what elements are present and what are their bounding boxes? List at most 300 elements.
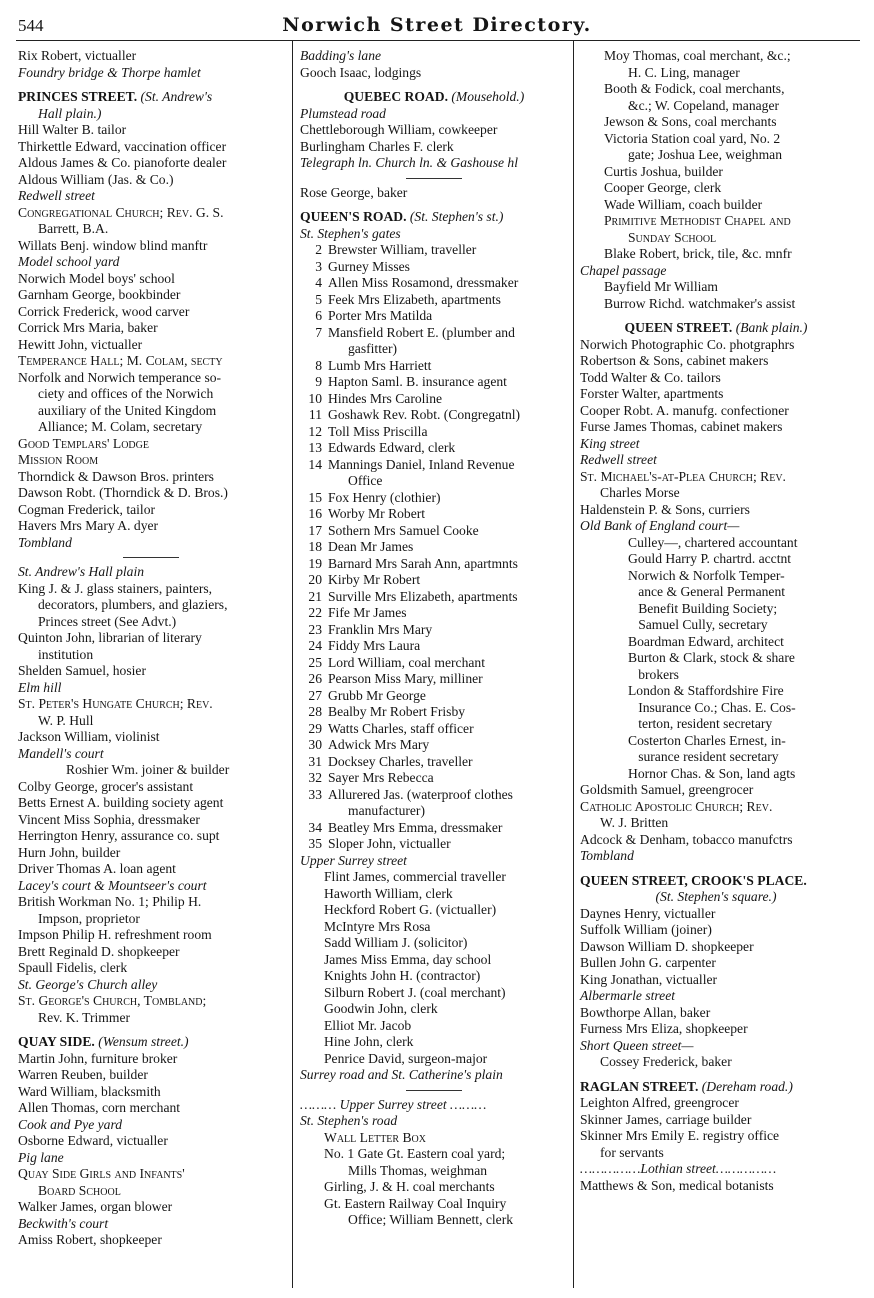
street-subheading: Elm hill — [18, 679, 62, 695]
numbered-entry — [300, 506, 568, 523]
entry-text: Sayer Mrs Rebecca — [328, 770, 434, 785]
directory-entry: Goldsmith Samuel, greengrocer — [580, 782, 754, 797]
section-heading-location: (Dereham road.) — [701, 1078, 793, 1094]
house-number: 21 — [308, 588, 322, 604]
directory-entry: St. Michael's-at-Plea Church; Rev. — [580, 468, 786, 484]
entry-text: Feek Mrs Elizabeth, apartments — [328, 291, 501, 307]
directory-entry: Willats Benj. window blind manftr — [18, 237, 208, 253]
street-subheading: Mandell's court — [18, 745, 104, 761]
street-subheading: Redwell street — [18, 188, 95, 203]
house-number: 31 — [308, 753, 322, 769]
directory-entry: St. George's Church, Tombland; — [18, 993, 207, 1008]
numbered-entry — [300, 490, 568, 507]
street-subheading: St. George's Church alley — [18, 976, 158, 992]
directory-entry: Impson Philip H. refreshment room — [18, 927, 212, 942]
house-number: 17 — [308, 522, 322, 538]
section-rule — [406, 1090, 462, 1091]
directory-entry: Spaull Fidelis, clerk — [18, 960, 128, 975]
directory-entry: Quay Side Girls and Infants' — [18, 1166, 185, 1181]
section-heading-title: QUEBEC ROAD. — [343, 89, 448, 104]
section-location: (St. Stephen's square.) — [655, 889, 777, 904]
directory-entry: Walker James, organ blower — [18, 1199, 173, 1214]
house-number: 8 — [315, 357, 322, 373]
directory-entry: Thorndick & Dawson Bros. printers — [18, 468, 214, 484]
entry-text: Barnard Mrs Sarah Ann, apartmnts — [328, 555, 518, 571]
numbered-entry — [300, 704, 568, 721]
entry-continuation: for servants — [600, 1144, 664, 1160]
house-number: 20 — [308, 572, 322, 587]
section-heading-location: (St. Stephen's st.) — [409, 209, 504, 224]
directory-entry: Girling, J. & H. coal merchants — [324, 1179, 495, 1194]
entry-text: Bealby Mr Robert Frisby — [328, 704, 466, 719]
entry-text: Hapton Saml. B. insurance agent — [328, 374, 507, 389]
directory-entry: Good Templars' Lodge — [18, 435, 149, 451]
directory-entry: Shelden Samuel, hosier — [18, 663, 146, 678]
directory-entry: Hewitt John, victualler — [18, 336, 143, 352]
section-rule — [123, 557, 179, 558]
entry-continuation: Costerton Charles Ernest, in- — [628, 732, 786, 748]
entry-continuation: &c.; W. Copeland, manager — [628, 97, 780, 113]
section-heading — [18, 89, 284, 106]
entry-continuation: Princes street (See Advt.) — [38, 613, 177, 629]
directory-entry: Forster Walter, apartments — [580, 386, 724, 401]
numbered-entry — [300, 820, 568, 837]
directory-entry: Bowthorpe Allan, baker — [580, 1004, 711, 1020]
entry-text: Mannings Daniel, Inland Revenue — [328, 456, 515, 472]
numbered-entry — [300, 622, 568, 639]
directory-entry: Hill Walter B. tailor — [18, 122, 127, 137]
street-subheading: Telegraph ln. Church ln. & Gashouse hl — [300, 155, 519, 170]
house-number: 28 — [308, 704, 322, 719]
directory-entry: Hine John, clerk — [324, 1034, 414, 1049]
entry-text: Gurney Misses — [328, 258, 410, 274]
numbered-entry — [300, 275, 568, 292]
section-heading — [580, 1079, 852, 1096]
numbered-entry — [300, 457, 568, 474]
house-number: 23 — [308, 621, 322, 637]
street-subheading: Badding's lane — [300, 48, 382, 63]
section-heading — [580, 320, 852, 337]
numbered-entry — [300, 391, 568, 408]
house-number: 10 — [308, 390, 322, 406]
entry-continuation: decorators, plumbers, and glaziers, — [38, 597, 228, 612]
entry-continuation: Samuel Cully, secretary — [628, 617, 768, 632]
street-subheading: Lacey's court & Mountseer's court — [18, 877, 207, 893]
numbered-entry — [300, 440, 568, 457]
numbered-entry — [300, 605, 568, 622]
house-number: 11 — [308, 407, 322, 422]
entry-continuation: Gould Harry P. chartrd. acctnt — [628, 551, 792, 566]
section-heading-title: RAGLAN STREET. — [580, 1078, 699, 1094]
directory-entry: Haworth William, clerk — [324, 885, 453, 901]
directory-entry: James Miss Emma, day school — [324, 951, 492, 967]
section-rule — [406, 178, 462, 179]
section-heading-location: (Wensum street.) — [98, 1034, 189, 1049]
directory-entry: Furness Mrs Eliza, shopkeeper — [580, 1021, 748, 1036]
entry-continuation: London & Staffordshire Fire — [628, 683, 784, 698]
entry-text: Pearson Miss Mary, milliner — [328, 671, 483, 686]
entry-text: Goshawk Rev. Robt. (Congregatnl) — [328, 407, 521, 422]
house-number: 5 — [315, 291, 322, 307]
entry-text: Toll Miss Priscilla — [328, 423, 428, 439]
directory-entry: Sadd William J. (solicitor) — [324, 935, 468, 950]
entry-text: Sothern Mrs Samuel Cooke — [328, 522, 479, 538]
street-subheading: Tombland — [580, 848, 634, 863]
entry-continuation: Board School — [38, 1182, 121, 1198]
street-subheading: ……………Lothian street…………… — [580, 1161, 777, 1176]
directory-entry: Adcock & Denham, tobacco manufctrs — [580, 831, 793, 847]
entry-text: Sloper John, victualler — [328, 836, 451, 851]
entry-text: Allurered Jas. (waterproof clothes — [328, 786, 513, 802]
entry-continuation: Roshier Wm. joiner & builder — [66, 762, 230, 777]
street-subheading: Upper Surrey street — [300, 852, 407, 868]
directory-entry: Heckford Robert G. (victualler) — [324, 902, 497, 917]
entry-text: Fife Mr James — [328, 605, 407, 620]
directory-entry: St. Peter's Hungate Church; Rev. — [18, 696, 213, 711]
page-header — [0, 0, 874, 40]
house-number: 35 — [308, 836, 322, 851]
street-subheading: St. Stephen's road — [300, 1113, 398, 1128]
entry-continuation: manufacturer) — [348, 803, 425, 818]
directory-entry: Gooch Isaac, lodgings — [300, 64, 422, 80]
directory-entry: Warren Reuben, builder — [18, 1067, 148, 1082]
directory-entry: Betts Ernest A. building society agent — [18, 795, 224, 810]
directory-entry: Amiss Robert, shopkeeper — [18, 1232, 162, 1247]
house-number: 34 — [308, 819, 322, 835]
entry-continuation: H. C. Ling, manager — [628, 64, 740, 80]
numbered-entry — [300, 572, 568, 589]
entry-continuation: Burton & Clark, stock & share — [628, 650, 795, 665]
house-number: 32 — [308, 770, 322, 785]
numbered-entry — [300, 358, 568, 375]
directory-entry: Robertson & Sons, cabinet makers — [580, 353, 769, 368]
directory-entry: Congregational Church; Rev. G. S. — [18, 204, 224, 220]
directory-entry: Moy Thomas, coal merchant, &c.; — [604, 48, 791, 63]
directory-entry: Corrick Frederick, wood carver — [18, 303, 190, 319]
section-heading-location: (Mousehold.) — [451, 89, 525, 104]
directory-entry: Hurn John, builder — [18, 844, 121, 860]
entry-text: Brewster William, traveller — [328, 242, 477, 257]
directory-entry: Jackson William, violinist — [18, 729, 160, 744]
directory-entry: Victoria Station coal yard, No. 2 — [604, 130, 781, 146]
house-number: 4 — [315, 275, 322, 290]
directory-entry: Jewson & Sons, coal merchants — [604, 114, 777, 129]
column-divider — [573, 40, 574, 1288]
entry-continuation: auxiliary of the United Kingdom — [38, 402, 217, 418]
street-subheading: ……… Upper Surrey street ……… — [300, 1096, 487, 1112]
street-subheading: Plumstead road — [300, 105, 386, 121]
street-subheading: Old Bank of England court— — [580, 518, 740, 533]
numbered-entry — [300, 325, 568, 342]
street-subheading: King street — [580, 435, 640, 451]
directory-entry: Rose George, baker — [300, 184, 408, 200]
directory-entry: No. 1 Gate Gt. Eastern coal yard; — [324, 1146, 506, 1161]
directory-entry: McIntyre Mrs Rosa — [324, 918, 431, 934]
directory-entry: Aldous William (Jas. & Co.) — [18, 171, 174, 187]
directory-entry: British Workman No. 1; Philip H. — [18, 894, 202, 909]
numbered-entry — [300, 721, 568, 738]
street-subheading: Model school yard — [18, 254, 120, 269]
street-subheading: Tombland — [18, 534, 72, 550]
section-heading — [580, 873, 852, 890]
numbered-entry — [300, 638, 568, 655]
entry-continuation: terton, resident secretary — [628, 716, 773, 731]
section-heading-title: QUEEN STREET, CROOK'S PLACE. — [580, 872, 807, 888]
house-number: 33 — [308, 786, 322, 802]
page-number: 544 — [18, 16, 44, 35]
section-heading-title: PRINCES STREET. — [18, 89, 138, 104]
directory-entry: Vincent Miss Sophia, dressmaker — [18, 811, 200, 827]
house-number: 15 — [308, 489, 322, 505]
street-subheading: Beckwith's court — [18, 1215, 109, 1231]
directory-entry: Suffolk William (joiner) — [580, 922, 712, 937]
numbered-entry — [300, 754, 568, 771]
directory-entry: Daynes Henry, victualler — [580, 905, 716, 921]
entry-text: Lord William, coal merchant — [328, 654, 485, 670]
directory-entry: Cogman Frederick, tailor — [18, 501, 156, 517]
directory-entry: Goodwin John, clerk — [324, 1001, 438, 1016]
street-subheading: Cook and Pye yard — [18, 1116, 123, 1132]
numbered-entry — [300, 374, 568, 391]
entry-text: Surville Mrs Elizabeth, apartments — [328, 588, 518, 604]
directory-entry: Wade William, coach builder — [604, 196, 763, 212]
entry-continuation: brokers — [628, 666, 679, 682]
house-number: 6 — [315, 308, 322, 323]
entry-continuation: ance & General Permanent — [628, 584, 786, 599]
house-number: 26 — [308, 671, 322, 686]
directory-entry: Leighton Alfred, greengrocer — [580, 1095, 739, 1110]
directory-entry: Bullen John G. carpenter — [580, 955, 716, 970]
directory-entry: Mission Room — [18, 452, 99, 467]
directory-entry: Silburn Robert J. (coal merchant) — [324, 984, 506, 1000]
section-heading-title: QUAY SIDE. — [18, 1034, 95, 1049]
numbered-entry — [300, 259, 568, 276]
directory-entry: Brett Reginald D. shopkeeper — [18, 943, 180, 959]
numbered-entry — [300, 589, 568, 606]
entry-text: Lumb Mrs Harriett — [328, 357, 432, 373]
entry-text: Kirby Mr Robert — [328, 572, 421, 587]
directory-entry: Colby George, grocer's assistant — [18, 778, 194, 794]
entry-continuation: Benefit Building Society; — [628, 600, 778, 616]
directory-entry: Dawson Robt. (Thorndick & D. Bros.) — [18, 485, 228, 500]
directory-entry: Burlingham Charles F. clerk — [300, 138, 454, 154]
directory-entry: Temperance Hall; M. Colam, secty — [18, 353, 223, 368]
directory-entry: Herrington Henry, assurance co. supt — [18, 828, 220, 843]
entry-text: Franklin Mrs Mary — [328, 621, 433, 637]
directory-entry: Skinner Mrs Emily E. registry office — [580, 1128, 780, 1143]
section-heading — [300, 89, 568, 106]
entry-text: Grubb Mr George — [328, 687, 426, 703]
house-number: 30 — [308, 737, 322, 752]
street-subheading: Pig lane — [18, 1149, 64, 1165]
directory-column-2 — [300, 48, 568, 1229]
section-heading-title: QUEEN'S ROAD. — [300, 209, 407, 224]
entry-text: Mansfield Robert E. (plumber and — [328, 324, 515, 340]
house-number: 25 — [308, 654, 322, 670]
numbered-entry — [300, 539, 568, 556]
street-subheading: St. Andrew's Hall plain — [18, 564, 145, 579]
entry-continuation: Norwich & Norfolk Temper- — [628, 567, 785, 583]
header-rule — [16, 40, 860, 41]
house-number: 18 — [308, 539, 322, 554]
entry-continuation: Barrett, B.A. — [38, 221, 109, 236]
numbered-entry — [300, 655, 568, 672]
entry-continuation: Office; William Bennett, clerk — [348, 1212, 514, 1227]
directory-entry: Cooper George, clerk — [604, 180, 722, 195]
street-subheading: Surrey road and St. Catherine's plain — [300, 1067, 503, 1082]
directory-entry: Havers Mrs Mary A. dyer — [18, 518, 159, 533]
directory-column-1 — [18, 48, 284, 1249]
directory-entry: Elliot Mr. Jacob — [324, 1017, 412, 1033]
directory-entry: Osborne Edward, victualler — [18, 1133, 168, 1148]
numbered-entry — [300, 836, 568, 853]
numbered-entry — [300, 308, 568, 325]
house-number: 9 — [315, 374, 322, 389]
directory-entry: Martin John, furniture broker — [18, 1050, 178, 1066]
entry-text: Allen Miss Rosamond, dressmaker — [328, 275, 519, 290]
directory-entry: Curtis Joshua, builder — [604, 163, 723, 179]
numbered-entry — [300, 688, 568, 705]
entry-continuation: Culley—, chartered accountant — [628, 534, 798, 550]
section-heading-location: (Bank plain.) — [735, 320, 808, 335]
house-number: 13 — [308, 440, 322, 455]
entry-continuation: Mills Thomas, weighman — [348, 1162, 488, 1178]
house-number: 24 — [308, 638, 322, 653]
numbered-entry — [300, 787, 568, 804]
entry-text: Docksey Charles, traveller — [328, 753, 473, 769]
directory-entry: Skinner James, carriage builder — [580, 1111, 752, 1127]
directory-entry: Flint James, commercial traveller — [324, 869, 506, 884]
entry-continuation: surance resident secretary — [628, 749, 779, 764]
house-number: 7 — [315, 324, 322, 340]
directory-entry: Quinton John, librarian of literary — [18, 630, 202, 645]
numbered-entry — [300, 737, 568, 754]
house-number: 22 — [308, 605, 322, 620]
entry-continuation: Insurance Co.; Chas. E. Cos- — [628, 699, 796, 715]
entry-continuation: W. P. Hull — [38, 712, 94, 728]
entry-continuation: Charles Morse — [600, 485, 680, 500]
directory-entry: Garnham George, bookbinder — [18, 287, 181, 302]
numbered-entry — [300, 407, 568, 424]
entry-continuation: Rev. K. Trimmer — [38, 1009, 131, 1025]
entry-text: Porter Mrs Matilda — [328, 308, 433, 323]
section-heading-title: QUEEN STREET. — [624, 320, 733, 335]
directory-entry: Driver Thomas A. loan agent — [18, 861, 176, 876]
directory-entry: Chettleborough William, cowkeeper — [300, 122, 498, 137]
directory-entry: Haldenstein P. & Sons, curriers — [580, 501, 750, 517]
column-divider — [292, 40, 293, 1288]
section-heading — [300, 209, 568, 226]
directory-entry: Catholic Apostolic Church; Rev. — [580, 798, 773, 814]
directory-entry: Furse James Thomas, cabinet makers — [580, 419, 783, 434]
directory-entry: Knights John H. (contractor) — [324, 968, 481, 983]
entry-continuation: ciety and offices of the Norwich — [38, 386, 214, 401]
numbered-entry — [300, 770, 568, 787]
directory-entry: Norfolk and Norwich temperance so- — [18, 369, 222, 385]
entry-text: Dean Mr James — [328, 539, 414, 554]
entry-continuation: gate; Joshua Lee, weighman — [628, 147, 783, 162]
house-number: 2 — [315, 242, 322, 257]
directory-entry: Dawson William D. shopkeeper — [580, 938, 754, 954]
entry-continuation: institution — [38, 646, 94, 662]
house-number: 14 — [308, 456, 322, 472]
directory-entry: Allen Thomas, corn merchant — [18, 1100, 181, 1115]
street-subheading: Albermarle street — [580, 988, 676, 1003]
house-number: 29 — [308, 720, 322, 736]
directory-entry: Blake Robert, brick, tile, &c. mnfr — [604, 246, 792, 261]
entry-continuation: Cossey Frederick, baker — [600, 1054, 732, 1069]
entry-continuation: Boardman Edward, architect — [628, 633, 784, 649]
numbered-entry — [300, 292, 568, 309]
entry-continuation: Impson, proprietor — [38, 910, 140, 926]
directory-entry: Bayfield Mr William — [604, 279, 718, 294]
entry-text: Beatley Mrs Emma, dressmaker — [328, 819, 503, 835]
numbered-entry — [300, 242, 568, 259]
directory-entry: Cooper Robt. A. manufg. confectioner — [580, 402, 789, 418]
numbered-entry — [300, 523, 568, 540]
directory-entry: Matthews & Son, medical botanists — [580, 1177, 774, 1193]
directory-entry: Gt. Eastern Railway Coal Inquiry — [324, 1195, 507, 1211]
street-subheading: Short Queen street— — [580, 1037, 694, 1053]
street-subheading: Redwell street — [580, 452, 657, 467]
house-number: 3 — [315, 258, 322, 274]
entry-text: Fox Henry (clothier) — [328, 489, 441, 505]
entry-continuation: Hornor Chas. & Son, land agts — [628, 765, 796, 781]
house-number: 19 — [308, 555, 322, 571]
entry-continuation: Office — [348, 473, 383, 488]
numbered-entry — [300, 424, 568, 441]
entry-text: Watts Charles, staff officer — [328, 720, 474, 736]
directory-entry: Penrice David, surgeon-major — [324, 1050, 488, 1066]
entry-continuation: Hall plain.) — [38, 105, 102, 121]
directory-entry: Todd Walter & Co. tailors — [580, 369, 721, 385]
entry-text: Hindes Mrs Caroline — [328, 390, 443, 406]
directory-entry: Burrow Richd. watchmaker's assist — [604, 295, 796, 311]
entry-continuation: gasfitter) — [348, 341, 398, 356]
entry-text: Adwick Mrs Mary — [328, 737, 430, 752]
directory-entry: Booth & Fodick, coal merchants, — [604, 81, 785, 96]
directory-entry: King Jonathan, victualler — [580, 971, 718, 987]
directory-entry: Norwich Model boys' school — [18, 270, 175, 286]
house-number: 12 — [308, 423, 322, 439]
numbered-entry — [300, 671, 568, 688]
entry-continuation: Alliance; M. Colam, secretary — [38, 419, 203, 434]
entry-continuation: W. J. Britten — [600, 815, 669, 830]
directory-entry: Primitive Methodist Chapel and — [604, 213, 791, 228]
entry-text: Worby Mr Robert — [328, 506, 426, 521]
entry-text: Fiddy Mrs Laura — [328, 638, 421, 653]
directory-entry: Rix Robert, victualler — [18, 48, 137, 63]
directory-entry: King J. & J. glass stainers, painters, — [18, 580, 213, 596]
numbered-entry — [300, 556, 568, 573]
directory-entry: Corrick Mrs Maria, baker — [18, 320, 158, 335]
house-number: 16 — [308, 506, 322, 521]
directory-title: Norwich Street Directory. — [282, 14, 592, 36]
directory-entry: Aldous James & Co. pianoforte dealer — [18, 155, 227, 170]
street-subheading: St. Stephen's gates — [300, 225, 401, 241]
section-heading-location: (St. Andrew's — [140, 89, 213, 104]
entry-text: Edwards Edward, clerk — [328, 440, 456, 455]
directory-entry: Norwich Photographic Co. photgraphrs — [580, 336, 795, 352]
house-number: 27 — [308, 687, 322, 703]
directory-entry: Wall Letter Box — [324, 1129, 426, 1145]
street-subheading: Chapel passage — [580, 262, 667, 278]
section-heading — [18, 1034, 284, 1051]
entry-continuation: Sunday School — [628, 229, 717, 245]
directory-entry: Thirkettle Edward, vaccination officer — [18, 138, 227, 154]
street-subheading: Foundry bridge & Thorpe hamlet — [18, 64, 201, 80]
directory-column-3 — [580, 48, 852, 1194]
